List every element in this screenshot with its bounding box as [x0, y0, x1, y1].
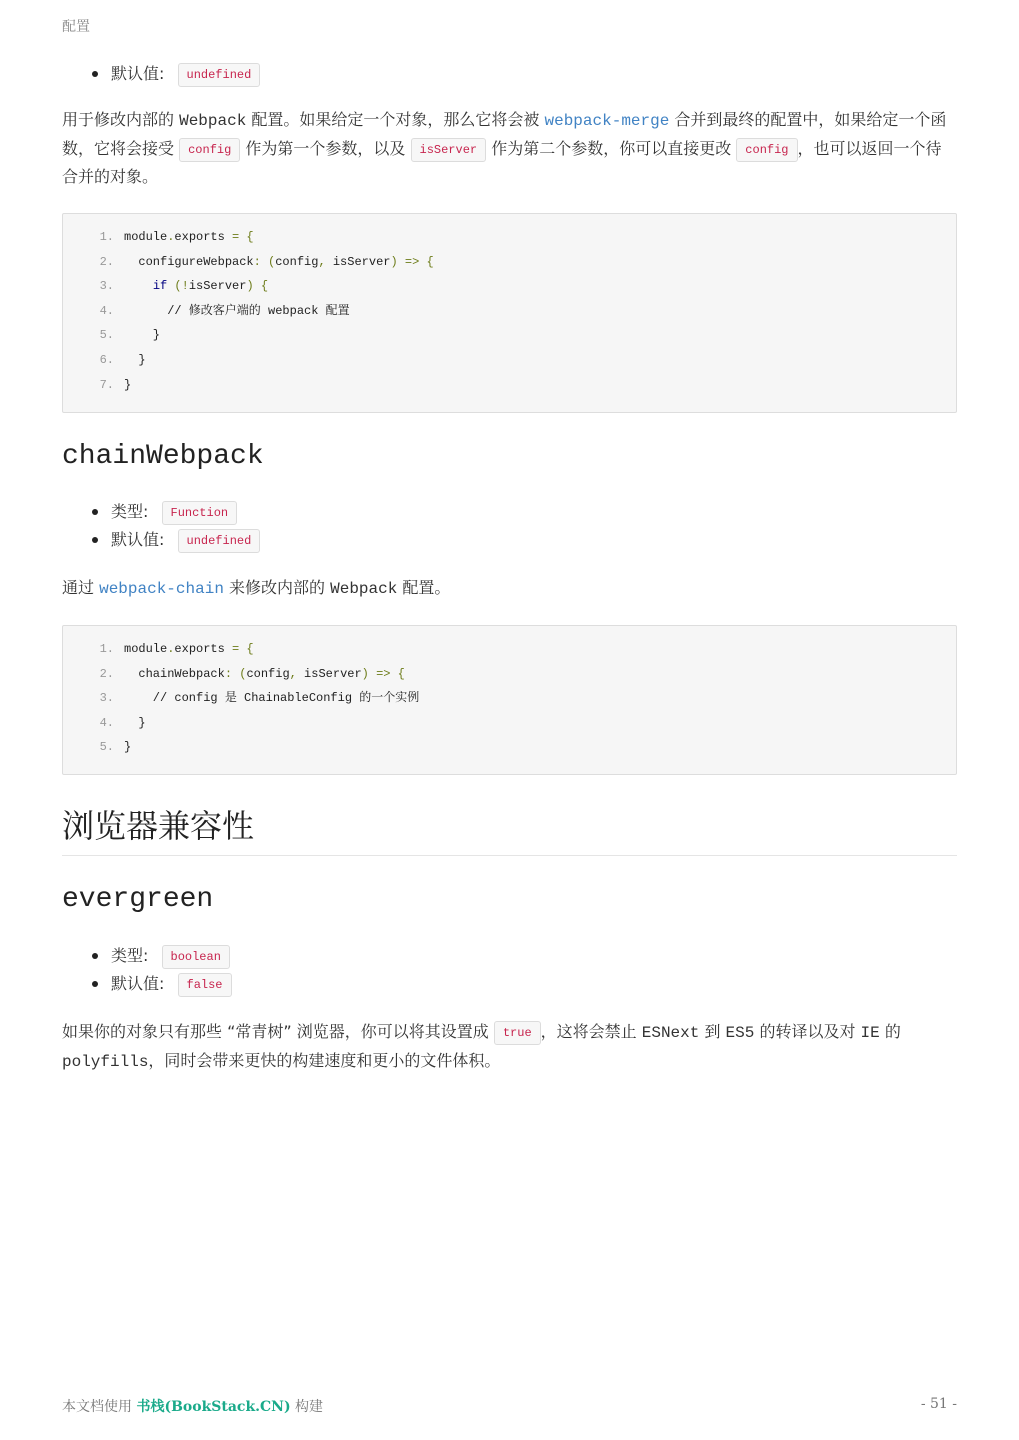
code-line [63, 373, 956, 398]
text: 作为第一个参数，以及 [240, 139, 411, 158]
text: 配置。如果给定一个对象，那么它将会被 [246, 110, 545, 129]
chainwebpack-description [62, 574, 957, 603]
default-value-item [62, 970, 232, 998]
code-line [63, 299, 956, 324]
chainwebpack-props [62, 498, 260, 554]
type-label: 类型: [111, 502, 149, 521]
bookstack-link[interactable]: 书栈(BookStack.CN) [136, 1399, 291, 1415]
line-number: 1. [99, 230, 114, 244]
default-value-item [62, 60, 260, 88]
configure-webpack-code-block [62, 213, 957, 413]
code-line [63, 323, 956, 348]
line-number: 4. [99, 715, 114, 730]
line-number: 5. [99, 740, 114, 755]
running-header: 配置 [62, 19, 90, 35]
heading-divider [62, 855, 957, 856]
text-mono: ESNext [641, 1024, 700, 1042]
evergreen-heading: evergreen [62, 884, 214, 915]
isserver-code: isServer [411, 138, 487, 162]
footer-text: 本文档使用 [62, 1399, 137, 1415]
code-comment: // 修改客户端的 webpack 配置 [124, 303, 350, 318]
code-line [63, 348, 956, 373]
text-mono: Webpack [179, 112, 247, 130]
footer-text: 构建 [290, 1399, 324, 1415]
code-text: module.exports = { [124, 230, 254, 244]
webpack-merge-link[interactable]: webpack-merge [544, 112, 670, 130]
text: 的转译以及对 [754, 1022, 861, 1041]
text-mono: ES5 [725, 1024, 755, 1042]
config-code: config [736, 138, 797, 162]
code-text: } [124, 377, 132, 392]
text-mono: IE [860, 1024, 880, 1042]
code-line [63, 250, 956, 275]
default-label: 默认值: [111, 974, 165, 993]
type-item [62, 498, 260, 526]
type-value-code: Function [162, 501, 238, 525]
line-number: 3. [99, 691, 114, 706]
text: ，也可以返回一个待合并的对象。 [62, 139, 942, 186]
type-value-code: boolean [162, 945, 230, 969]
line-number: 3. [99, 279, 114, 294]
chainwebpack-heading: chainWebpack [62, 441, 264, 472]
code-text: } [124, 352, 146, 367]
default-label: 默认值: [111, 530, 165, 549]
text: 作为第二个参数，你可以直接更改 [486, 139, 737, 158]
text: 通过 [62, 578, 100, 597]
code-line [63, 662, 956, 687]
line-number: 4. [99, 303, 114, 318]
code-text: } [124, 715, 146, 730]
default-value-code: false [178, 973, 232, 997]
code-line [63, 735, 956, 760]
chainwebpack-code-block [62, 625, 957, 775]
true-code: true [494, 1021, 541, 1045]
text-mono: Webpack [330, 580, 398, 598]
code-line [63, 225, 956, 250]
page-number: - 51 - [920, 1396, 957, 1412]
text: 来修改内部的 [223, 578, 331, 597]
code-text: } [124, 740, 132, 755]
footer-credit [62, 1396, 323, 1416]
line-number: 7. [99, 377, 114, 392]
line-number: 1. [99, 642, 114, 656]
text: 到 [699, 1022, 726, 1041]
code-text: if (!isServer) { [152, 279, 269, 294]
code-text: chainWebpack: (config, isServer) => { [124, 666, 405, 681]
code-line [63, 711, 956, 736]
text: 如果你的对象只有那些 “常青树” 浏览器，你可以将其设置成 [62, 1022, 494, 1041]
text: 合并到最终的配置中，如果给定一个函数，它将会接受 [62, 110, 947, 158]
type-label: 类型: [111, 946, 149, 965]
configure-webpack-description [62, 106, 957, 191]
text: 的 [879, 1022, 901, 1041]
webpack-chain-link[interactable]: webpack-chain [99, 580, 224, 598]
code-text: configureWebpack: (config, isServer) => { [124, 254, 434, 269]
config-code: config [179, 138, 240, 162]
line-number: 2. [99, 666, 114, 681]
line-number: 6. [99, 352, 114, 367]
code-line [63, 637, 956, 662]
type-item [62, 942, 232, 970]
configure-webpack-props [62, 60, 260, 88]
default-value-code: undefined [178, 63, 261, 87]
text: 配置。 [397, 578, 451, 597]
evergreen-description [62, 1018, 957, 1076]
code-text: module.exports = { [124, 642, 254, 656]
text: ，同时会带来更快的构建速度和更小的文件体积。 [148, 1051, 501, 1070]
default-value-item [62, 526, 260, 554]
code-line [63, 686, 956, 711]
text: 用于修改内部的 [62, 110, 180, 129]
code-comment: // config 是 ChainableConfig 的一个实例 [124, 691, 420, 706]
evergreen-props [62, 942, 232, 998]
code-text: } [124, 328, 161, 343]
text: ，这将会禁止 [540, 1022, 642, 1041]
line-number: 5. [99, 328, 114, 343]
line-number: 2. [99, 254, 114, 269]
default-label: 默认值: [111, 64, 165, 83]
code-line [63, 274, 956, 299]
default-value-code: undefined [178, 529, 261, 553]
browser-compat-heading: 浏览器兼容性 [62, 807, 255, 845]
text-mono: polyfills [62, 1053, 149, 1071]
